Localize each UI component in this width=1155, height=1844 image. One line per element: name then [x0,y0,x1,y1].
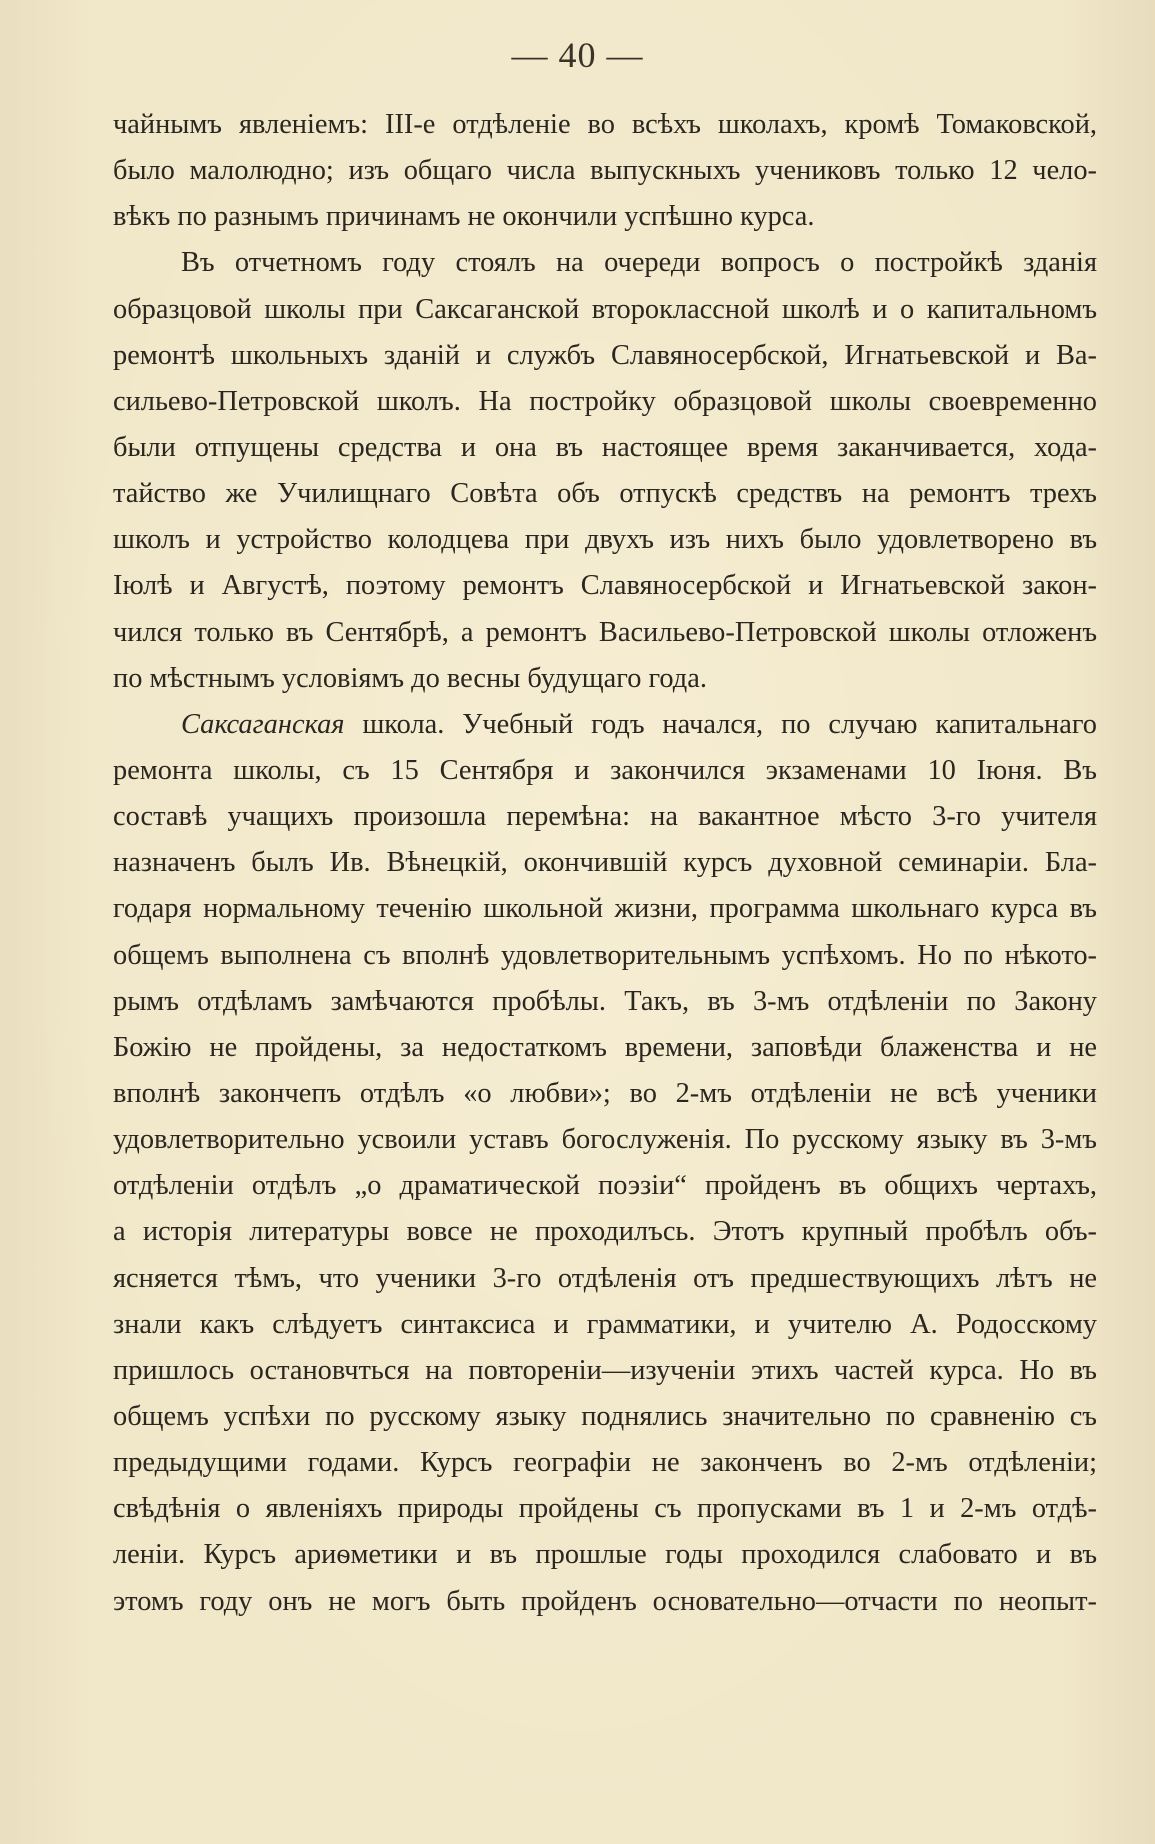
text-line: сильево-Петровской школъ. На постройку образцовой школы своевременно [113,385,1097,417]
text-line: общемъ успѣхи по русскому языку поднялись значительно по сравненію съ [113,1400,1097,1432]
text-line: рымъ отдѣламъ замѣчаются пробѣлы. Такъ, въ 3-мъ отдѣленіи по Закону [113,985,1097,1017]
text-line: леніи. Курсъ ариѳметики и въ прошлые годы проходился слабовато и въ [113,1539,1097,1571]
text-line: школъ и устройство колодцева при двухъ изъ нихъ было удовлетворено въ [113,524,1097,556]
text-line: ремонтѣ школьныхъ зданій и службъ Славяносербской, Игнатьевской и Ва- [113,339,1097,371]
text-line: ясняется тѣмъ, что ученики 3-го отдѣленія отъ предшествующихъ лѣтъ не [113,1262,1097,1294]
text-line: Божію не пройдены, за недостаткомъ времени, заповѣди блаженства и не [113,1031,1097,1063]
school-name-italic: Саксаганская [181,708,345,740]
text-line: отдѣленіи отдѣлъ „о драматической поэзіи“ пройденъ въ общихъ чертахъ, [113,1170,1097,1202]
text-run: школа. Учебный годъ начался, по случаю капитальнаго [344,708,1097,740]
text-line: годаря нормальному теченію школьной жизни, программа школьнаго курса въ [113,893,1097,925]
paragraph-first-line [113,702,1097,748]
text-line: общемъ выполнена съ вполнѣ удовлетворительнымъ успѣхомъ. Но по нѣкото- [113,939,1097,971]
text-line: по мѣстнымъ условіямъ до весны будущаго года. [113,662,707,694]
text-line: пришлось остановчться на повтореніи—изученіи этихъ частей курса. Но въ [113,1354,1097,1386]
text-line: Іюлѣ и Августѣ, поэтому ремонтъ Славяносербской и Игнатьевской закон- [113,570,1097,602]
text-line: было малолюдно; изъ общаго числа выпускныхъ учениковъ только 12 чело- [113,155,1097,187]
paragraph-first-line: Въ отчетномъ году стоялъ на очереди вопросъ о постройкѣ зданія [181,247,1097,279]
text-line: вполнѣ закончепъ отдѣлъ «о любви»; во 2-мъ отдѣленіи не всѣ ученики [113,1077,1097,1109]
page-number: — 40 — [511,35,644,75]
text-line: знали какъ слѣдуетъ синтаксиса и грамматики, и учителю А. Родосскому [113,1308,1097,1340]
text-line: чайнымъ явленіемъ: III-е отдѣленіе во всѣхъ школахъ, кромѣ Томаковской, [113,109,1097,140]
text-line: тайство же Училищнаго Совѣта объ отпускѣ средствъ на ремонтъ трехъ [113,478,1097,510]
body-text [113,102,1097,1625]
text-line: предыдущими годами. Курсъ географіи не законченъ во 2-мъ отдѣленіи; [113,1447,1097,1479]
text-line: этомъ году онъ не могъ быть пройденъ основательно—отчасти по неопыт- [113,1585,1097,1617]
text-line: составѣ учащихъ произошла перемѣна: на вакантное мѣсто 3-го учителя [113,801,1097,833]
text-line: вѣкъ по разнымъ причинамъ не окончили успѣшно курса. [113,201,815,233]
text-line: назначенъ былъ Ив. Вѣнецкій, окончившій курсъ духовной семинаріи. Бла- [113,847,1097,879]
text-line: а исторія литературы вовсе не проходилъсь. Этотъ крупный пробѣлъ объ- [113,1216,1097,1248]
text-line: свѣдѣнія о явленіяхъ природы пройдены съ пропусками въ 1 и 2-мъ отдѣ- [113,1493,1097,1525]
text-line: ремонта школы, съ 15 Сентября и закончился экзаменами 10 Іюня. Въ [113,754,1097,786]
text-line: были отпущены средства и она въ настоящее время заканчивается, хода- [113,431,1097,463]
text-line: удовлетворительно усвоили уставъ богослуженія. По русскому языку въ 3-мъ [113,1124,1097,1156]
text-line: чился только въ Сентябрѣ, а ремонтъ Васильево-Петровской школы отложенъ [113,616,1097,648]
text-line: образцовой школы при Саксаганской второклассной школѣ и о капитальномъ [113,293,1097,325]
